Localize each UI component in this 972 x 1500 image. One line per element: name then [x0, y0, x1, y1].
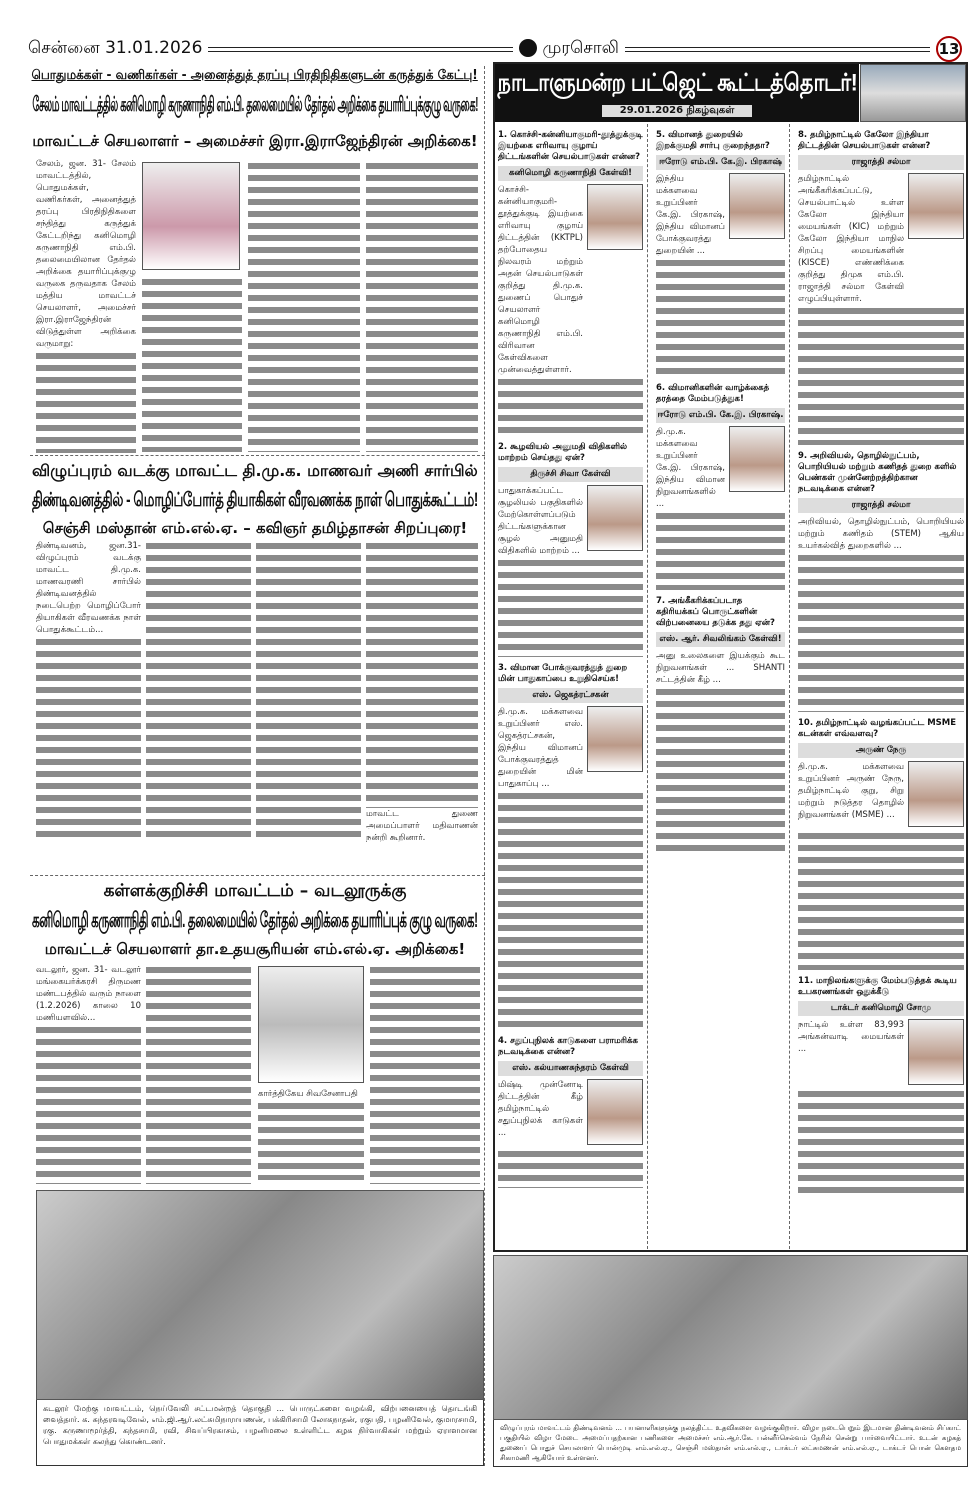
questioner-name: கனிமொழி கருணாநிதி கேள்வி! [498, 166, 643, 181]
text-lines [656, 257, 785, 377]
text-lines [258, 1100, 364, 1180]
text-lines [798, 552, 964, 712]
question-item [798, 130, 964, 445]
question-heading: 6. விமானிகளின் வாழ்க்கைத் தரத்தை மேம்படுத்துக! [656, 383, 770, 404]
mp-photo [587, 706, 643, 772]
parliament-building-photo [860, 64, 966, 122]
parliament-col1 [498, 124, 648, 1249]
story3-text: வடலூர், ஜன. 31- வடலூர் மங்கையர்க்கரசி திருமண மண்டபத்தில் வரும் நாளை (1.2.2026) காலை 10 மணியளவில்... [36, 965, 141, 1023]
banner-date: 29.01.2026 நிகழ்வுகள் [602, 105, 752, 117]
story1-body [36, 158, 136, 453]
story1-subhead-text: மாவட்டச் செயலாளர் – அமைச்சர் இரா.இராஜேந்திரன் அறிக்கை! [32, 132, 478, 150]
story2-subhead-text: செஞ்சி மஸ்தான் எம்.எல்.ஏ. – கவிஞர் தமிழ்தாசன் சிறப்புரை! [42, 519, 468, 537]
story3-subhead-text: மாவட்டச் செயலாளர் தா.உதயசூரியன் எம்.எல்.ஏ. அறிக்கை! [44, 940, 466, 958]
divider [30, 875, 485, 876]
story3-headline [30, 912, 480, 932]
story2-subhead [30, 519, 480, 539]
question-heading: 4. சதுப்புநிலக் காடுகளை பராமரிக்க நடவடிக்கை என்ன? [498, 1036, 638, 1057]
questioner-name: டாக்டர் கனிமொழி சோமு [798, 1001, 964, 1016]
text-lines [798, 830, 964, 970]
question-heading: 1. கொச்சி-கன்னியாகுமரி-தூத்துக்குடி இயற்கை எரிவாயு குழாய் திட்டங்களின் செயல்பாடுகள் என்ன? [498, 130, 643, 162]
story2-ending: மாவட்ட துணை அமைப்பாளர் மதிவாணன் நன்றி கூறினார். [366, 809, 478, 843]
minister-photo [142, 162, 240, 270]
question-text: நாட்டில் உள்ள 83,993 அங்கன்வாடி மையங்கள் ... [798, 1020, 904, 1054]
story3-col4 [370, 964, 480, 1184]
question-text: தி.மு.க. மக்களவை உறுப்பினர் கே.இ. பிரகாஷ், இந்திய விமான நிறுவனங்களில் ... [656, 427, 725, 509]
questioner-name: ராஜாத்தி சல்மா [798, 498, 964, 513]
story2-body [36, 540, 141, 840]
question-item [798, 451, 964, 712]
event-photo-left [36, 1190, 484, 1400]
question-heading: 5. விமானத் துறையில் இறக்குமதி சார்பு குறைந்ததா? [656, 130, 770, 151]
story1-headline-text: சேலம் மாவட்டத்தில் கனிமொழி கருணாநிதி எம்.பி. தலைமையில் தேர்தல் அறிக்கை தயாரிப்புக்குழு வருகை! [32, 94, 478, 117]
story1-kicker [30, 68, 480, 84]
question-item [656, 596, 785, 856]
story3-col2 [146, 964, 251, 1184]
story1-col4 [366, 160, 478, 452]
story1-col3 [248, 160, 360, 452]
mp-photo [587, 485, 643, 551]
page-number: 13 [936, 36, 962, 62]
text-lines [498, 376, 643, 436]
banner-title-text: நாடாளுமன்ற பட்ஜெட் கூட்டத்தொடர்! [497, 68, 857, 97]
questioner-name: ஈரோடு எம்.பி. கே.இ. பிரகாஷ். [656, 408, 785, 423]
mp-photo [587, 1079, 643, 1145]
mp-photo [729, 173, 785, 239]
story3-body [36, 964, 141, 1184]
question-item [498, 663, 643, 1030]
question-item [498, 442, 643, 657]
story1-headline [30, 94, 480, 117]
header-rule [625, 47, 930, 52]
question-heading: 7. அங்கீகரிக்கப்படாத கதிரியக்கப் பொருட்களின் விற்பனையை தடுக்க தது ஏன்? [656, 596, 775, 628]
story1-text: சேலம், ஜன. 31- சேலம் மாவட்டத்தில், பொதுமக்கள், வணிகர்கள், அனைத்துத் தரப்பு பிரதிநிதிகளை சந்தித்து கருத்துக் கேட்டறிந்து கனிமொழி கருணாநிதி எம்.பி. தலைமையிலான தேர்தல் அறிக்கை தயாரிப்புக்குழு வருகை தருவதாக சேலம் மத்திய மாவட்டச் செயலாளர், அமைச்சர் இரா.இராஜேந்திரன் விடுத்துள்ள அறிக்கை வருமாறு: [36, 159, 136, 349]
question-item [498, 130, 643, 436]
mp-photo [587, 184, 643, 250]
question-text: கொச்சி-கன்னியாகுமரி-தூத்துக்குடி இயற்கை எரிவாயு குழாய் திட்டத்தின் (KKTPL) தற்போதைய நிலவரம் மற்றும் அதன் செயல்பாடுகள் குறித்து தி.மு.க. துணைப் பொதுச் செயலாளர் கனிமொழி கருணாநிதி எம்.பி. விரிவான கேள்விகளை முன்வைத்துள்ளார். [498, 185, 583, 375]
story3-kicker-text: கள்ளக்குறிச்சி மாவட்டம் – வடலூருக்கு [103, 881, 407, 901]
header-rule [208, 47, 513, 52]
question-item [656, 130, 785, 377]
question-heading: 2. கூழவியல் அனுமதி விதிகளில் மாற்றம் செய்தது ஏன்? [498, 442, 628, 463]
caption-text: கார்த்திகேய சிவசேனாபதி [258, 1089, 358, 1099]
question-item [656, 383, 785, 590]
text-lines [798, 1088, 964, 1198]
story3-subhead [30, 940, 480, 960]
rising-sun-logo-icon [519, 39, 537, 57]
mla-photo [258, 966, 364, 1083]
question-heading: 3. விமான போக்குவரத்துத் துறை மின் பாதுகாப்பை உறுதிசெய்க! [498, 663, 628, 684]
question-heading: 8. தமிழ்நாட்டில் கேலோ இந்தியா திட்டத்தின் செயல்பாடுகள் என்ன? [798, 130, 931, 151]
question-text: தமிழ்நாட்டில் அங்கீகரிக்கப்பட்டு, செயல்பாட்டில் உள்ள கேலோ இந்தியா மையங்கள் (KIC) மற்றும் கேலோ இந்தியா மாநில சிறப்பு மையங்களின் (KISCE) எண்ணிக்கை குறித்து திமுக எம்.பி. ராஜாத்தி சல்மா கேள்வி எழுப்பியுள்ளார். [798, 174, 904, 304]
text-lines [798, 305, 964, 445]
question-text: பாதுகாக்கப்பட்ட சூழலியல் பகுதிகளில் மேற்கொள்ளப்படும் திட்டங்களுக்கான சூழல் அனுமதி விதிகளில் மாற்றம் ... [498, 486, 583, 556]
question-item [498, 1036, 643, 1188]
text-lines [36, 350, 136, 453]
question-item [798, 718, 964, 970]
question-text: தி.மு.க. மக்களவை உறுப்பினர் அருண் நேரு, தமிழ்நாட்டில் குறு, சிறு மற்றும் நடுத்தர தொழில் நிறுவனங்கள் (MSME) ... [798, 762, 904, 820]
questioner-name: ஈரோடு எம்.பி. கே.இ. பிரகாஷ் [656, 155, 785, 170]
mp-photo [908, 1019, 964, 1085]
question-heading: 11. மாநிலங்களுக்கு மேம்படுத்தக் கூடிய உபகரணங்கள் ஒதுக்கீடு [798, 976, 957, 997]
masthead [519, 38, 619, 60]
mp-photo [729, 426, 785, 492]
dateline: சென்னை 31.01.2026 [28, 38, 203, 58]
text-lines [498, 557, 643, 657]
story2-kicker-text: விழுப்புரம் வடக்கு மாவட்ட தி.மு.க. மாணவர் அணி சார்பில் [32, 461, 478, 480]
questioner-name: ராஜாத்தி சல்மா [798, 155, 964, 170]
story2-headline-text: திண்டிவனத்தில் - மொழிப்போர்த் தியாகிகள் வீரவணக்க நாள் பொதுக்கூட்டம்! [32, 489, 478, 512]
text-lines [656, 686, 785, 856]
story2-col2 [146, 540, 251, 840]
page-header [28, 36, 962, 62]
questioner-name: அருண் நேரு [798, 743, 964, 758]
text-lines [498, 1148, 643, 1188]
event-photo-left-caption: கடலூர் மேற்கு மாவட்டம், நெய்வேலி சட்டமன்றத் தொகுதி ... பொருட்களை வழங்கி, விற்பனையைத் தொடங்கி வைத்தார். க. சுந்தரவடிவேல், எம்.ஜி.ஆர்.லட்சுமிநாராயணன், பக்கிரிசாமி லோகநாதன், ரகுபதி, பழனிவேல், குமாரசாமி, ரகு. கருணாமூர்த்தி, கந்தசாமி, ரவி, சிவப்பிரகாசம், பழனிமலை உள்ளிட்ட கழக நிர்வாகிகள் மற்றும் ஏராளமான பொதுமக்கள் கலந்து கொண்டனர். [36, 1400, 484, 1466]
text-lines [366, 540, 478, 808]
story1-subhead [30, 132, 480, 152]
event-photo-right [493, 1255, 968, 1420]
question-text: அறிவியல், தொழில்நுட்பம், பொறியியல் மற்றும் கணிதம் (STEM) ஆகிய உயர்கல்வித் துறைகளில் ... [798, 517, 964, 551]
story2-col3 [256, 540, 361, 840]
mp-photo [908, 173, 964, 239]
text-lines [498, 790, 643, 1030]
question-heading: 10. தமிழ்நாட்டில் வழங்கப்பட்ட MSME கடன்கள் எவ்வளவு? [798, 718, 957, 739]
story3-photo-caption [258, 1088, 364, 1184]
text-lines [36, 636, 141, 840]
questioner-name: எஸ். ஜெகத்ரட்சகன் [498, 688, 643, 703]
questioner-name: எஸ். கல்யாணசுந்தரம் கேள்வி [498, 1061, 643, 1076]
banner-title [495, 70, 859, 99]
text-lines [656, 510, 785, 590]
parliament-col2 [652, 124, 790, 1249]
story1-col2 [142, 276, 242, 452]
event-photo-right-caption: விழுப்புரம் மாவட்டம் திண்டிவனம் ... பயனாளிகளுக்கு நலத்திட்ட உதவிகளை வழங்குகிறார். விழா நடைபெறும் இடமான திண்டிவனம் சிப்காட் பகுதியில் விழா மேடை அமைப்பதற்கான பணிகளை அமைச்சர் எம்.ஆர்.கே. பன்னீர்செல்வம் நேரில் சென்று பார்வையிட்டார். உடன் கழகத் துணைப் பொதுச் செயலாளர் பொன்முடி எம்.எல்.ஏ., செஞ்சி மஸ்தான் எம்.எல்.ஏ., டாக்டர் லட்சுமணன் எம்.எல்.ஏ., டாக்டர் பொன் கௌதம சிகாமணி ஆகியோர் உள்ளனர். [493, 1420, 968, 1467]
story1-kicker-text: பொதுமக்கள் - வணிகர்கள் - அனைத்துத் தரப்பு பிரதிநிதிகளுடன் கருத்துக் கேட்பு! [31, 68, 479, 83]
question-heading: 9. அறிவியல், தொழில்நுட்பம், பொறியியல் மற்றும் கணிதத் துறை களில் பெண்கள் முன்னேற்றத்திற்கான நடவடிக்கை என்ன? [798, 451, 957, 494]
text-lines [36, 1024, 141, 1184]
question-text: இந்திய மக்களவை உறுப்பினர் கே.இ. பிரகாஷ், இந்திய விமானப் போக்குவரத்து துறையின் ... [656, 174, 725, 256]
parliament-col3 [794, 124, 964, 1249]
questioner-name: எஸ். ஆர். சிவலிங்கம் கேள்வி! [656, 632, 785, 647]
story2-col4 [366, 540, 478, 845]
paper-name: முரசொலி [542, 38, 619, 58]
story2-text: திண்டிவனம், ஜன.31- விழுப்புரம் வடக்கு மாவட்ட தி.மு.க. மாணவரணி சார்பில் திண்டிவனத்தில் நடைபெற்ற மொழிப்போர் தியாகிகள் வீரவணக்க நாள் பொதுக்கூட்டம்... [36, 541, 141, 635]
divider [30, 455, 485, 456]
question-text: அனு உலைகளை இயக்கும் கூட நிறுவனங்கள் ... SHANTI சட்டத்தின் கீழ் ... [656, 651, 785, 685]
parliament-banner [495, 64, 859, 122]
story3-headline-text: கனிமொழி கருணாநிதி எம்.பி. தலைமையில் தேர்தல் அறிக்கை தயாரிப்புக் குழு வருகை! [32, 910, 478, 933]
question-item [798, 976, 964, 1198]
mp-photo [908, 761, 964, 827]
story2-headline [30, 489, 480, 512]
story3-kicker [30, 881, 480, 903]
questioner-name: திருச்சி சிவா கேள்வி [498, 467, 643, 482]
question-text: மிஷ்டி முன்னோடி திட்டத்தின் கீழ் தமிழ்நாட்டில் சதுப்புநிலக் காடுகள் ... [498, 1080, 583, 1138]
question-text: தி.மு.க. மக்களவை உறுப்பினர் எஸ். ஜெகத்ரட்சகன், இந்திய விமானப் போக்குவரத்துத் துறையின் மின் பாதுகாப்பு ... [498, 707, 583, 789]
story2-kicker [30, 461, 480, 482]
